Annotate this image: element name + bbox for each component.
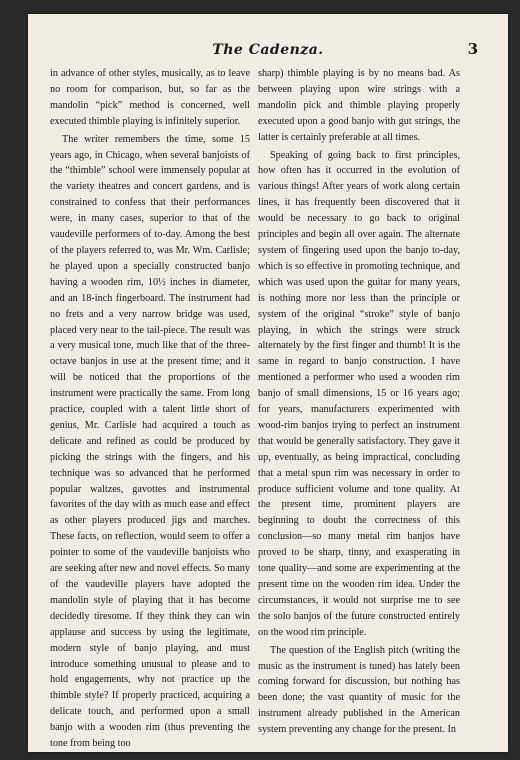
running-header-title: The Cadenza. <box>212 42 324 58</box>
paragraph: Speaking of going back to first principles, how often has it occurred in the evolution of various things! After years of work along certain lines, it has frequently been discovered that it would be necessary to go back to original principles and begin all over again. The alternate system of fingering used upon the banjo to-day, which is so effective in promoting technique, and which was used upon the guitar for many years, is nothing more nor less than the principle or system of the original “stroke” style of banjo playing, in which the strings were struck alternately by the first finger and thumb! It is the same in regard to banjo construction. I have mentioned a performer who used a wooden rim banjo of small dimensions, 15 or 16 years ago; for years, manufacturers experimented with wood-rim banjos trying to perfect an instrument that would be generally satisfactory. They gave it up, eventually, as being impractical, concluding that a metal spun rim was necessary in order to produce sufficient volume and tone quality. At the present time, prominent players are beginning to doubt the correctness of this conclusion—so many metal rim banjos have proved to be sharp, tinny, and exasperating in tone quality—and some are experimenting at the present time on the wooden rim idea. Under the circumstances, it would not surprise me to see the solo banjos of the future constructed entirely on the wood rim principle. <box>258 149 460 638</box>
paragraph: The question of the English pitch (writing the music as the instrument is tuned) has lately been coming forward for discussion, but nothing has been done; the vast quantity of music for the instrument already published in the American system preventing any change for the present. In <box>258 644 460 736</box>
paragraph: sharp) thimble playing is by no means bad. As between playing upon wire strings with a mandolin pick and thimble playing properly executed upon a good banjo with gut strings, the latter is certainly preferable at all times. <box>258 68 460 143</box>
paragraph: in advance of other styles, musically, as to leave no room for comparison, but, so far as the mandolin “pick” method is concerned, well executed thimble playing is infinitely superior. <box>50 68 250 127</box>
magazine-page <box>28 14 508 752</box>
paragraph: The writer remembers the time, some 15 years ago, in Chicago, when several banjoists of the “thimble” school were immensely popular at the variety theatres and concert gardens, and is constrained to confess that their performances were, in many cases, superior to that of the vaudeville performers of to-day. Among the best of the players referred to, was Mr. Wm. Carlisle; he played upon a specially constructed banjo having a wooden rim, 10½ inches in diameter, and an 18-inch fingerboard. The instrument had no frets and a very narrow bridge was used, placed very near to the tail-piece. The result was a very musical tone, much like that of the three-octave banjos in use at the present time; and it will be noticed that the proportions of the instrument were practically the same. From long practice, coupled with a talent little short of genius, Mr. Carlisle had acquired a touch as delicate and refined as could be produced by picking the strings with the fingers, and his technique was so advanced that he performed popular waltzes, gavottes and instrumental favorites of the day with as much ease and effect as other players produced jigs and marches. These facts, on reflection, would seem to offer a pointer to some of the vaudeville banjoists who are seeking after new and novel effects. So many of the vaudeville players have adopted the mandolin style of playing that it has become decidedly tiresome. If they think they can win applause and success by using the legitimate, modern style of banjo playing, and must introduce something unusual to please and to hold engagements, why not practice up the thimble style? If properly practiced, acquiring a delicate touch, and performed upon a small banjo with a wooden rim (thus preventing the tone from being too <box>50 133 250 750</box>
right-column <box>258 66 460 740</box>
left-column <box>50 66 250 754</box>
page-number: 3 <box>467 40 478 58</box>
